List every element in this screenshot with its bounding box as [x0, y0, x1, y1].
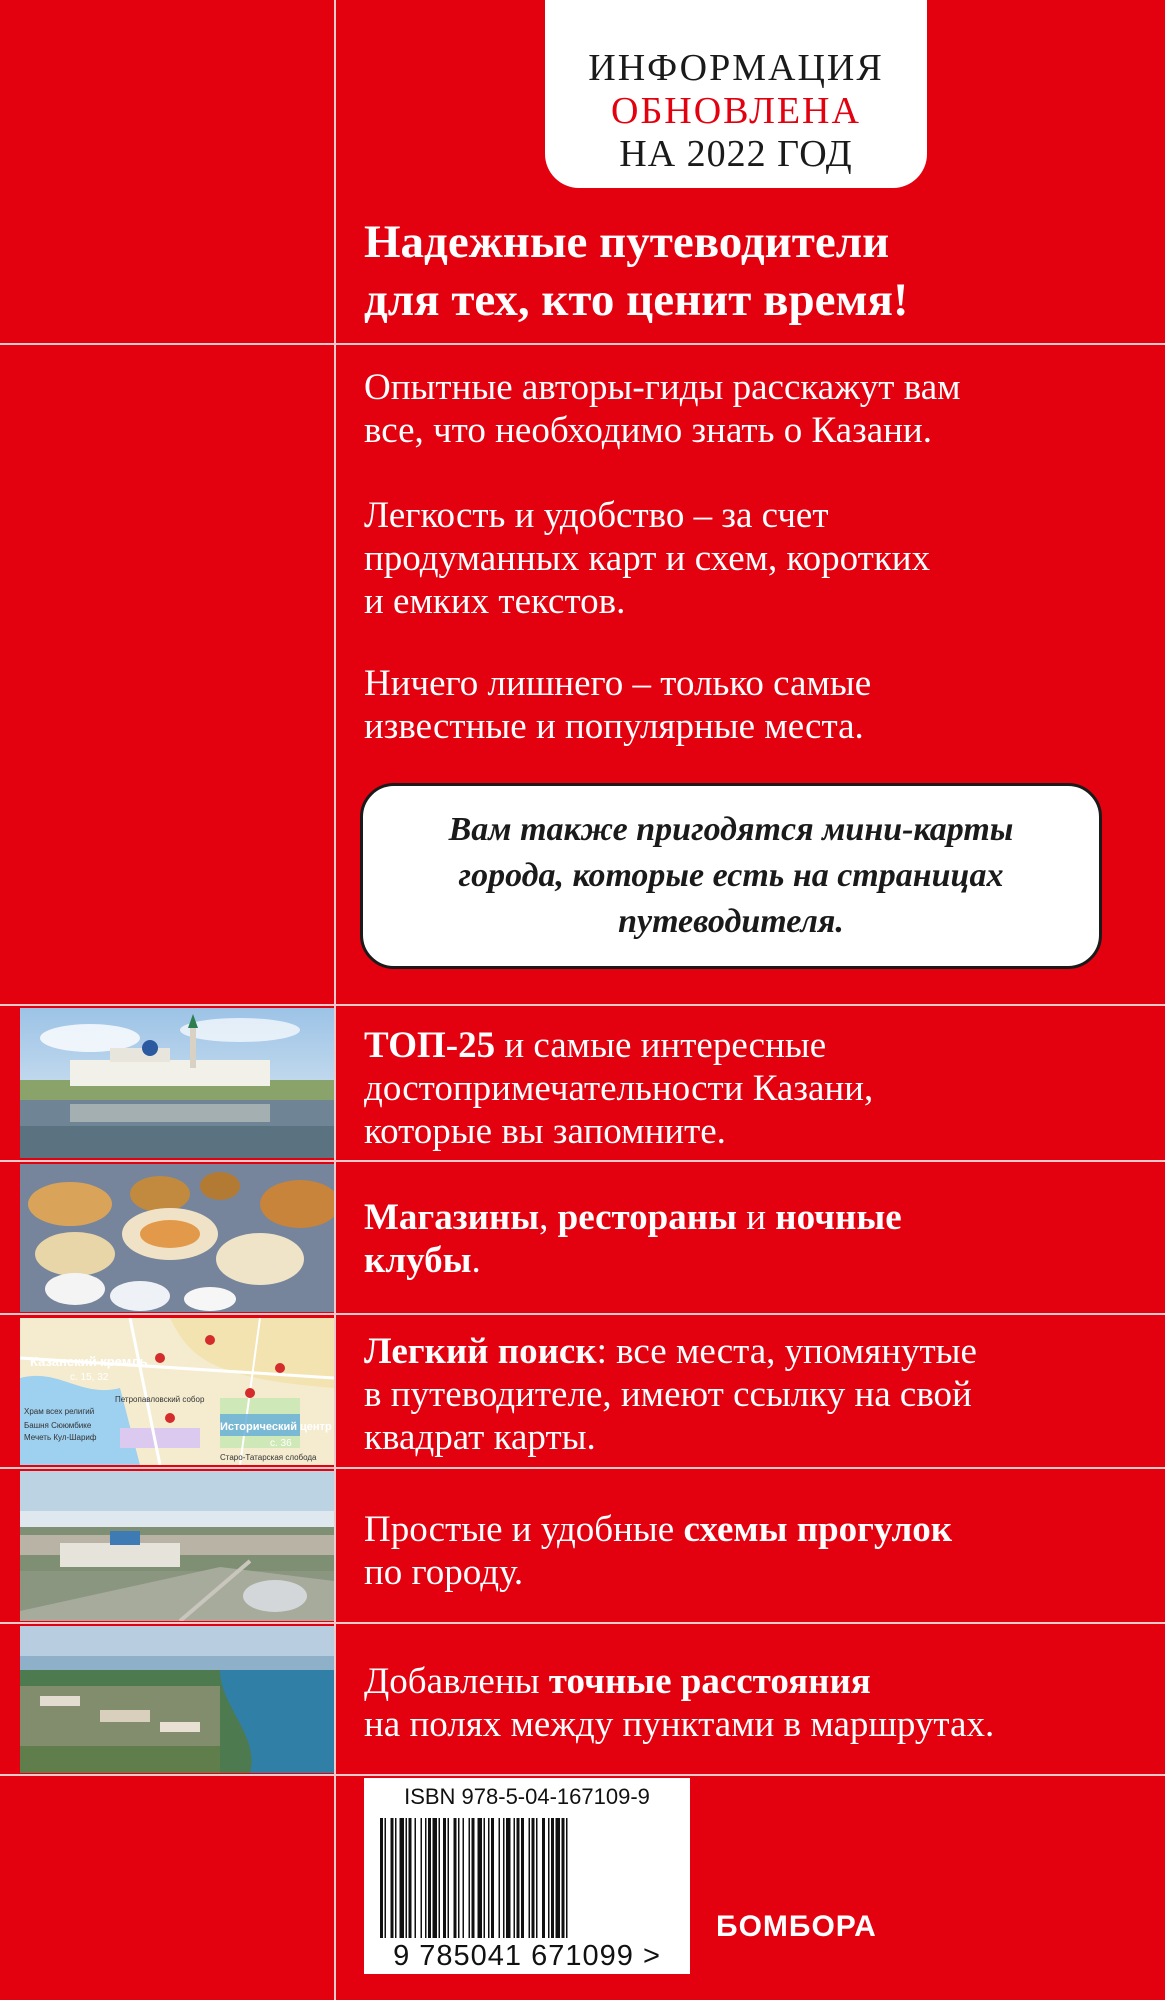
feature-text: Добавлены [364, 1661, 549, 1702]
barcode-bar [415, 1818, 417, 1938]
vertical-divider [334, 0, 336, 2000]
barcode-bar [380, 1818, 383, 1938]
barcode-bar [503, 1818, 505, 1938]
horizontal-divider [0, 1313, 1165, 1315]
feature-shops [364, 1196, 1144, 1282]
callout-line: города, которые есть на страницах [458, 857, 1004, 894]
feature-text: достопримечательности Казани, [364, 1068, 874, 1109]
barcode-bar [439, 1818, 441, 1938]
paragraph-line: Ничего лишнего – только самые [364, 663, 872, 704]
map-label-page: с. 15, 32 [70, 1372, 109, 1383]
barcode-bar [469, 1818, 471, 1938]
paragraph-line: и емких текстов. [364, 581, 626, 622]
barcode-bar [536, 1818, 538, 1938]
update-line-1: ИНФОРМАЦИЯ [588, 47, 884, 89]
feature-top25 [364, 1024, 1144, 1153]
feature-bold: точные расстояния [548, 1661, 871, 1702]
barcode-bar [556, 1818, 561, 1938]
feature-text: в путеводителе, имеют ссылку на свой [364, 1374, 972, 1415]
feature-distances [364, 1660, 1144, 1746]
aerial-city-photo [20, 1471, 334, 1621]
barcode-bar [517, 1818, 520, 1938]
barcode-bar [406, 1818, 408, 1938]
paragraph-line: Опытные авторы-гиды расскажут вам [364, 367, 961, 408]
barcode-bar [532, 1818, 535, 1938]
map-label-poi: Мечеть Кул-Шариф [24, 1433, 97, 1442]
isbn-barcode [364, 1778, 690, 1974]
feature-text: на полях между пунктами в маршрутах. [364, 1704, 995, 1745]
feature-text: квадрат карты. [364, 1417, 596, 1458]
barcode-bar [391, 1818, 394, 1938]
horizontal-divider [0, 1004, 1165, 1006]
feature-bold: рестораны [557, 1197, 737, 1238]
callout-line: путеводителя. [618, 903, 844, 940]
publisher-logo: БОМБОРА [716, 1910, 877, 1943]
horizontal-divider [0, 1160, 1165, 1162]
headline-line-1: Надежные путеводители [364, 216, 890, 268]
barcode-bar [443, 1818, 446, 1938]
barcode-bar [562, 1818, 565, 1938]
barcode-bar [548, 1818, 550, 1938]
barcode-bar [448, 1818, 450, 1938]
update-line-3: НА 2022 ГОД [619, 133, 853, 175]
barcode-bar [529, 1818, 531, 1938]
mini-maps-callout [360, 783, 1102, 969]
barcode-bar [499, 1818, 501, 1938]
feature-bold: ночные [775, 1197, 902, 1238]
feature-bold: ТОП-25 [364, 1025, 496, 1066]
barcode-bar [488, 1818, 490, 1938]
map-label-historic-center: Исторический центр [220, 1421, 332, 1433]
map-label-poi: Храм всех религий [24, 1407, 95, 1416]
paragraph-line: продуманных карт и схем, коротких [364, 538, 931, 579]
barcode-bar [472, 1818, 475, 1938]
tatar-food-photo [20, 1164, 334, 1312]
callout-line: Вам также пригодятся мини-карты [448, 811, 1014, 848]
intro-paragraph-3 [364, 662, 1124, 748]
headline-line-2: для тех, кто ценит время! [364, 274, 909, 326]
map-label-poi: Старо-Татарская слобода [220, 1453, 317, 1462]
horizontal-divider [0, 1774, 1165, 1776]
paragraph-line: все, что необходимо знать о Казани. [364, 410, 932, 451]
feature-text: Простые и удобные [364, 1509, 684, 1550]
horizontal-divider [0, 1622, 1165, 1624]
barcode-bar [428, 1818, 431, 1938]
river-panorama-photo [20, 1626, 334, 1773]
barcode-bar [421, 1818, 423, 1938]
barcode-bar [551, 1818, 554, 1938]
feature-text: по городу. [364, 1552, 524, 1593]
paragraph-line: Легкость и удобство – за счет [364, 495, 829, 536]
barcode-bars [380, 1818, 674, 1938]
feature-bold: схемы прогулок [683, 1509, 953, 1550]
feature-text: и самые интересные [495, 1025, 827, 1066]
feature-text: которые вы запомните. [364, 1111, 726, 1152]
feature-bold: клубы [364, 1240, 472, 1281]
map-label-poi: Петропавловский собор [115, 1395, 205, 1404]
kremlin-photo [20, 1008, 334, 1158]
map-label-poi: Башня Сююмбике [24, 1421, 92, 1430]
horizontal-divider [0, 343, 1165, 345]
feature-text: , [539, 1197, 558, 1238]
feature-text: . [471, 1240, 481, 1281]
paragraph-line: известные и популярные места. [364, 706, 864, 747]
barcode-bar [385, 1818, 387, 1938]
barcode-bar [409, 1818, 412, 1938]
barcode-bar [400, 1818, 405, 1938]
barcode-bar [425, 1818, 427, 1938]
feature-text: : все места, упомянутые [596, 1331, 977, 1372]
map-label-page: с. 36 [270, 1438, 292, 1449]
barcode-bar [454, 1818, 457, 1938]
headline [364, 213, 1144, 329]
barcode-bar [433, 1818, 438, 1938]
intro-paragraph-1 [364, 366, 1124, 452]
barcode-bar [463, 1818, 465, 1938]
isbn-label: ISBN 978-5-04-167109-9 [404, 1784, 650, 1809]
barcode-bar [542, 1818, 545, 1938]
barcode-bar [491, 1818, 494, 1938]
callout-text [391, 807, 1071, 945]
feature-bold: Легкий поиск [364, 1331, 597, 1372]
barcode-bar [458, 1818, 460, 1938]
barcode-bar [566, 1818, 568, 1938]
city-map-thumbnail [20, 1318, 334, 1465]
horizontal-divider [0, 1467, 1165, 1469]
barcode-bar [514, 1818, 516, 1938]
feature-walking-routes [364, 1508, 1144, 1594]
update-info-tab [545, 0, 927, 188]
feature-text: и [736, 1197, 776, 1238]
barcode-bar [506, 1818, 511, 1938]
update-line-2: ОБНОВЛЕНА [611, 90, 861, 132]
intro-paragraph-2 [364, 494, 1124, 623]
map-label-kremlin: Казанский кремль [30, 1354, 148, 1369]
barcode-bar [484, 1818, 486, 1938]
feature-easy-search [364, 1330, 1144, 1459]
barcode-bar [521, 1818, 524, 1938]
feature-bold: Магазины [364, 1197, 540, 1238]
isbn-digits: 9 785041 671099 > [393, 1940, 661, 1972]
barcode-bar [478, 1818, 483, 1938]
barcode-bar [395, 1818, 397, 1938]
